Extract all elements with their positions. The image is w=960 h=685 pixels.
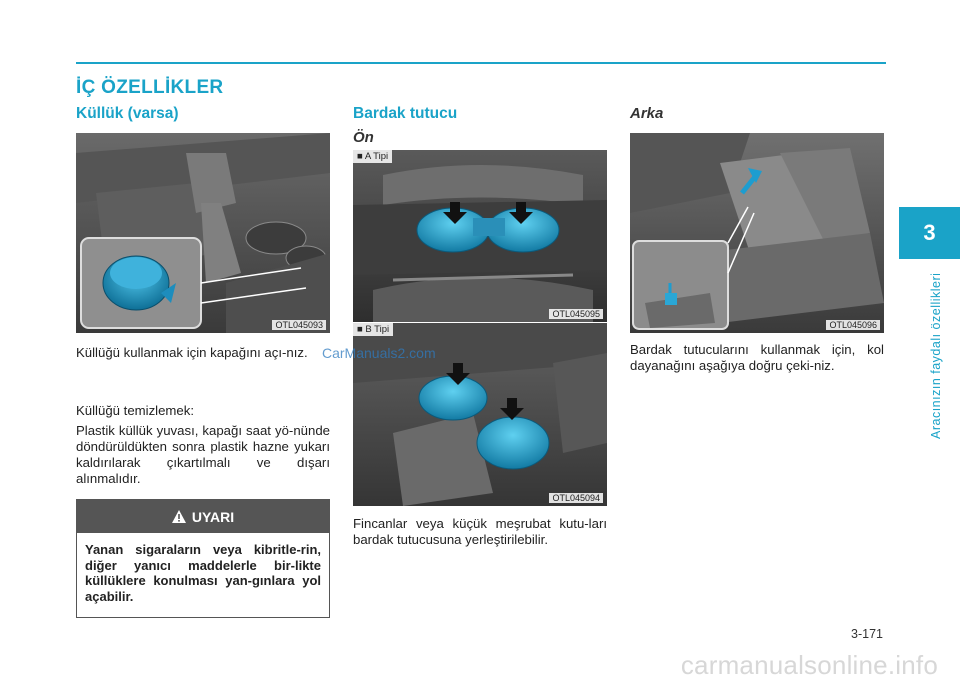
chapter-label-text: Aracınızın faydalı özellikleri	[929, 272, 943, 439]
warning-icon	[172, 510, 186, 523]
ashtray-para2: Küllüğü temizlemek:	[76, 403, 195, 418]
warning-text: Yanan sigaraların veya kibritle-rin, diğer yanıcı maddelerle bir-likte küllüklere konulması yan-gınlara yol açabilir.	[85, 542, 321, 604]
ashtray-para3: Plastik küllük yuvası, kapağı saat yö-nünde döndürüldükten sonra plastik hazne yukarı kaldırılarak çıkartılmalı ve dışarı alınmalıdır.	[76, 423, 330, 486]
rear-text: Bardak tutucularını kullanmak için, kol dayanağını aşağıya doğru çeki-niz.	[630, 342, 884, 373]
warning-title: UYARI	[191, 508, 235, 525]
watermark: CarManuals2.com	[322, 345, 436, 361]
chapter-label	[929, 264, 949, 439]
top-rule	[76, 62, 886, 64]
rear-illustration	[630, 133, 884, 333]
warning-box	[76, 499, 330, 618]
cupholder-heading: Bardak tutucu	[353, 105, 458, 122]
ashtray-para1: Küllüğü kullanmak için kapağını açı-nız.	[76, 345, 308, 360]
page-number: 3-171	[851, 627, 883, 641]
type-b-label: ■ B Tipi	[353, 323, 393, 336]
brand-watermark: carmanualsonline.info	[680, 650, 938, 680]
rear-figure-code: OTL045096	[826, 320, 880, 330]
front-heading: Ön	[353, 129, 374, 146]
chapter-tab[interactable]: 3	[899, 207, 960, 259]
cupholder-text: Fincanlar veya küçük meşrubat kutu-ları bardak tutucusuna yerleştirilebilir.	[353, 516, 607, 547]
type-a-code: OTL045095	[549, 309, 603, 319]
cupholder-a-figure	[353, 150, 607, 322]
ashtray-heading: Küllük (varsa)	[76, 105, 179, 122]
rear-heading: Arka	[630, 105, 664, 122]
rear-figure	[630, 133, 884, 333]
ashtray-figure	[76, 133, 330, 333]
section-title: İÇ ÖZELLİKLER	[76, 77, 224, 98]
type-b-code: OTL045094	[549, 493, 603, 503]
type-a-label: ■ A Tipi	[353, 150, 392, 163]
ashtray-illustration	[76, 133, 330, 333]
cupholder-a-illustration	[353, 150, 607, 322]
ashtray-figure-code: OTL045093	[272, 320, 326, 330]
warning-header	[77, 500, 329, 533]
